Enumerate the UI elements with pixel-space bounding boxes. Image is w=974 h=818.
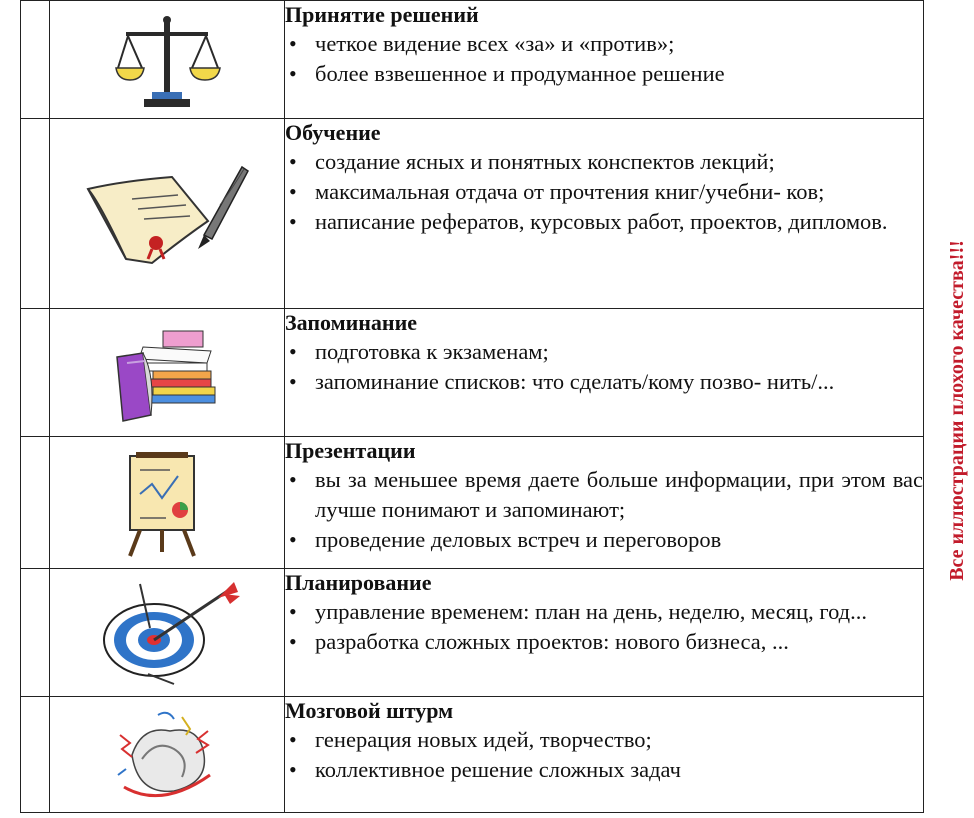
features-table: [20, 0, 924, 813]
list-item: • управление временем: план на день, неделю, месяц, год...: [285, 597, 923, 627]
row-title: Планирование: [285, 570, 432, 595]
row-title: Мозговой штурм: [285, 698, 454, 723]
icon-cell: [50, 437, 285, 569]
list-item: • написание рефератов, курсовых работ, проектов, дипломов.: [285, 207, 923, 237]
table-row: [21, 309, 924, 437]
row-title: Принятие решений: [285, 2, 479, 27]
flipchart-easel-icon: [122, 448, 212, 558]
brainstorm-storm-icon: [112, 705, 222, 805]
description-cell: [285, 1, 924, 119]
row-title: Запоминание: [285, 310, 418, 335]
scales-icon: [112, 10, 222, 110]
icon-cell: [50, 119, 285, 309]
icon-cell: [50, 697, 285, 813]
description-cell: [285, 697, 924, 813]
row-title: Обучение: [285, 120, 381, 145]
bullet-list: [285, 147, 923, 237]
list-item: • генерация новых идей, творчество;: [285, 725, 923, 755]
target-arrow-icon: [92, 578, 242, 688]
icon-cell: [50, 309, 285, 437]
list-item: • проведение деловых встреч и переговоров: [285, 525, 923, 555]
icon-cell: [50, 569, 285, 697]
table-row: [21, 569, 924, 697]
bullet-list: [285, 337, 923, 397]
table-row: [21, 119, 924, 309]
list-item: • подготовка к экзаменам;: [285, 337, 923, 367]
list-item: • четкое видение всех «за» и «против»;: [285, 29, 923, 59]
bullet-list: [285, 29, 923, 89]
row-number-cell: [21, 569, 50, 697]
description-cell: [285, 437, 924, 569]
list-item: • запоминание списков: что сделать/кому позво- нить/...: [285, 367, 923, 397]
row-number-cell: [21, 309, 50, 437]
list-item: • создание ясных и понятных конспектов лекций;: [285, 147, 923, 177]
row-number-cell: [21, 1, 50, 119]
list-item: • разработка сложных проектов: нового бизнеса, ...: [285, 627, 923, 657]
bullet-list: [285, 465, 923, 555]
row-number-cell: [21, 437, 50, 569]
list-item: • максимальная отдача от прочтения книг/учебни- ков;: [285, 177, 923, 207]
list-item: • коллективное решение сложных задач: [285, 755, 923, 785]
bullet-list: [285, 597, 923, 657]
row-number-cell: [21, 697, 50, 813]
description-cell: [285, 309, 924, 437]
table-row: [21, 697, 924, 813]
side-note-text: Все иллюстрации плохого качества!!!: [945, 239, 968, 581]
list-item: • вы за меньшее время даете больше информации, при этом вас лучше понимают и запоминают;: [285, 465, 923, 525]
list-item: • более взвешенное и продуманное решение: [285, 59, 923, 89]
table-row: [21, 437, 924, 569]
table-row: [21, 1, 924, 119]
description-cell: [285, 119, 924, 309]
row-number-cell: [21, 119, 50, 309]
books-stack-icon: [107, 323, 227, 423]
side-note: [942, 20, 972, 800]
quill-document-icon: [82, 159, 252, 269]
description-cell: [285, 569, 924, 697]
row-title: Презентации: [285, 438, 416, 463]
bullet-list: [285, 725, 923, 785]
icon-cell: [50, 1, 285, 119]
